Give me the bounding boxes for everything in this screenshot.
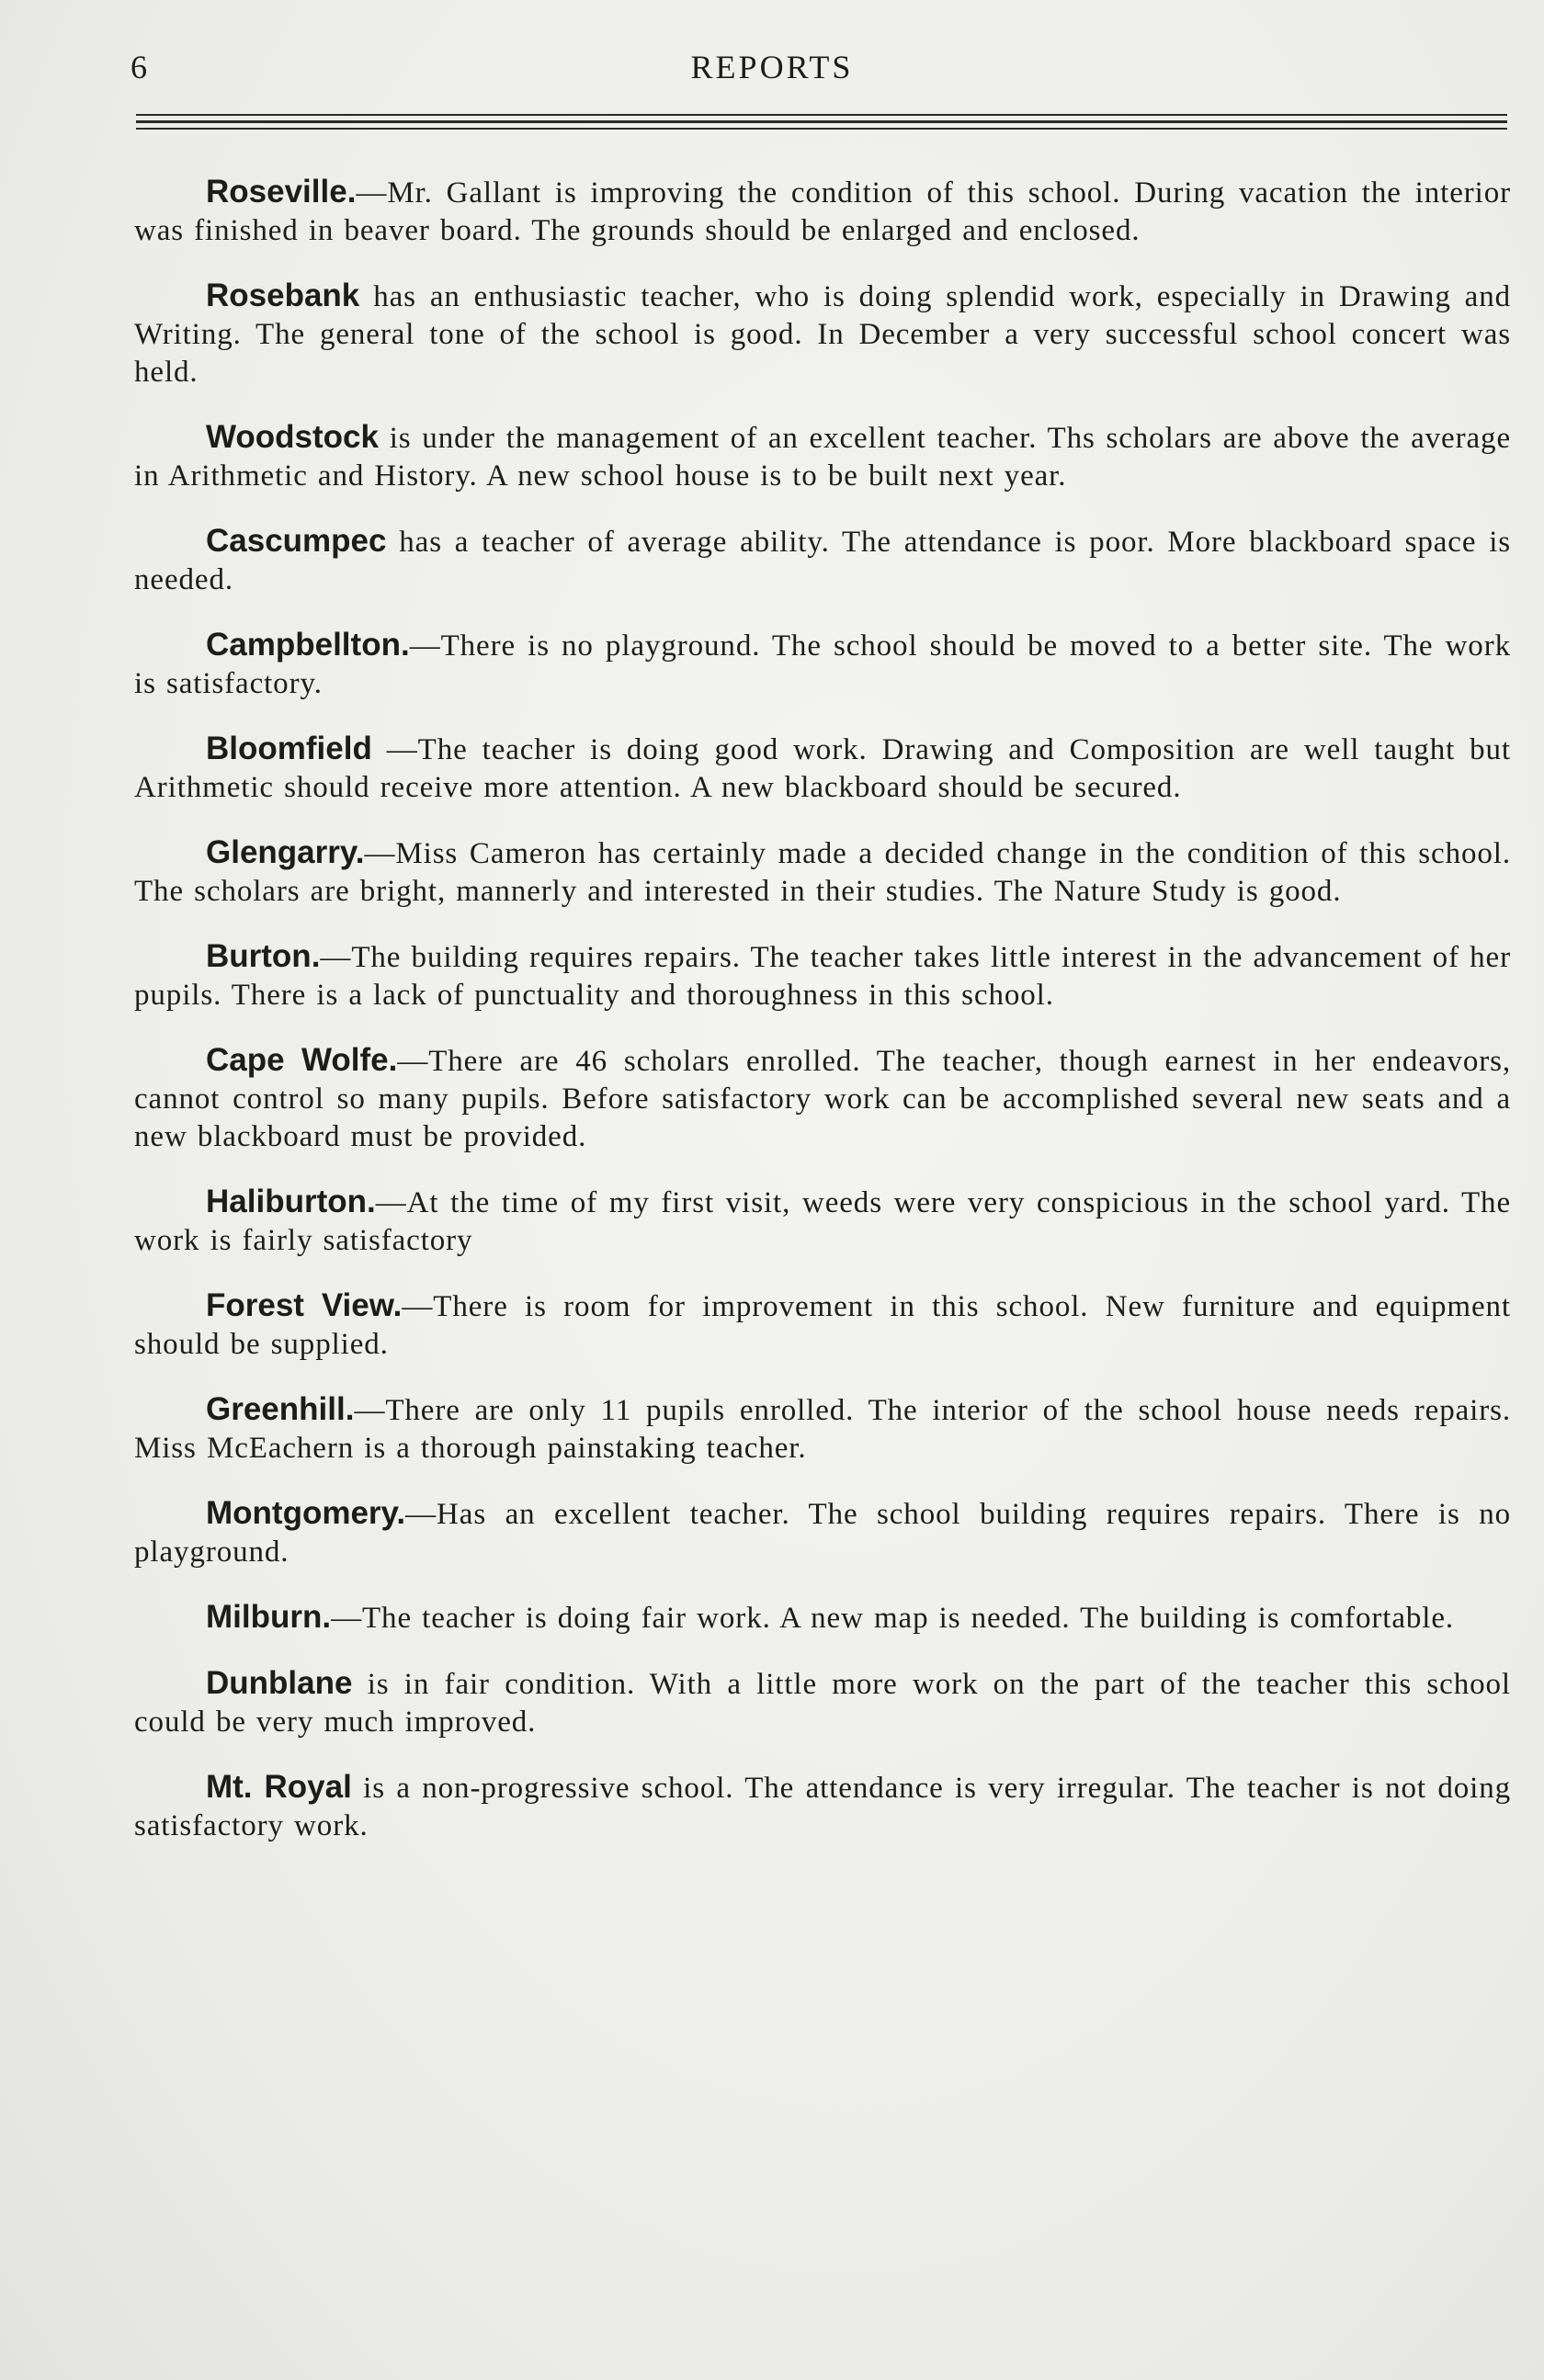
report-text: is a non-progressive school. The attendance is very irregular. The teacher is not doing satisfactory work. [134,1772,1511,1842]
report-rosebank [134,277,1511,391]
school-name: Forest View. [206,1287,403,1323]
report-glengarry [134,833,1511,911]
school-name: Rosebank [206,278,360,313]
report-cascumpec [134,522,1511,599]
report-roseville [134,173,1511,250]
school-name: Greenhill. [206,1391,355,1427]
running-head: REPORTS [690,49,854,85]
school-name: Campbellton. [206,627,410,663]
report-dunblane [134,1664,1511,1741]
school-name: Burton. [206,938,321,974]
school-name: Haliburton. [206,1184,376,1219]
report-text: —Mr. Gallant is improving the condition of this school. During vacation the interior was finished in beaver board. The grounds should be enlarged and enclosed. [134,176,1511,247]
page-header [0,48,1544,94]
school-name: Montgomery. [206,1495,406,1531]
report-burton [134,937,1511,1014]
report-campbellton [134,626,1511,703]
report-mt-royal [134,1768,1511,1845]
school-name: Milburn. [206,1599,332,1635]
school-name: Roseville. [206,174,357,210]
report-text: —There is no playground. The school should be moved to a better site. The work is satisfactory. [134,629,1511,700]
school-name: Dunblane [206,1665,353,1701]
header-rule [136,128,1507,130]
report-text: —Has an excellent teacher. The school building requires repairs. There is no playground. [134,1498,1511,1569]
school-name: Bloomfield [206,731,372,766]
report-woodstock [134,418,1511,495]
report-text: —The building requires repairs. The teacher takes little interest in the advancement of her pupils. There is a lack of punctuality and thoroughness in this school. [134,941,1511,1012]
report-montgomery [134,1494,1511,1571]
page-number: 6 [131,49,148,85]
school-name: Cape Wolfe. [206,1042,398,1078]
school-reports [134,173,1511,1872]
report-greenhill [134,1390,1511,1468]
report-bloomfield [134,730,1511,807]
report-text: —There are 46 scholars enrolled. The teacher, though earnest in her endeavors, cannot control so many pupils. Before satisfactory work can be accomplished several new seats and a new blackboard must be provided. [134,1045,1512,1153]
school-name: Glengarry. [206,834,365,870]
school-name: Woodstock [206,419,379,455]
report-text: —At the time of my first visit, weeds were very conspicious in the school yard. The work is fairly satisfactory [134,1186,1511,1257]
report-text: —Miss Cameron has certainly made a decided change in the condition of this school. The scholars are bright, mannerly and interested in their studies. The Nature Study is good. [134,837,1511,908]
report-haliburton [134,1183,1511,1260]
header-rule [136,114,1507,116]
report-text: —There is room for improvement in this school. New furniture and equipment should be supplied. [134,1290,1511,1361]
report-text: —There are only 11 pupils enrolled. The interior of the school house needs repairs. Miss McEachern is a thorough painstaking teacher. [134,1394,1511,1465]
report-forest-view [134,1286,1511,1364]
report-text: has an enthusiastic teacher, who is doing splendid work, especially in Drawing and Writing. The general tone of the school is good. In December a very successful school concert was held. [134,280,1511,389]
report-text: has a teacher of average ability. The attendance is poor. More blackboard space is needed. [134,526,1511,596]
report-text: —The teacher is doing fair work. A new map is needed. The building is comfortable. [331,1602,1455,1635]
report-cape-wolfe [134,1041,1511,1156]
school-name: Cascumpec [206,523,387,559]
report-text: —The teacher is doing good work. Drawing and Composition are well taught but Arithmetic should receive more attention. A new blackboard should be secured. [134,733,1511,804]
report-milburn [134,1598,1511,1638]
school-name: Mt. Royal [206,1769,352,1805]
report-text: is in fair condition. With a little more work on the part of the teacher this school could be very much improved. [134,1668,1511,1739]
header-rule [136,120,1507,123]
report-text: is under the management of an excellent teacher. Ths scholars are above the average in Arithmetic and History. A new school house is to be built next year. [134,422,1511,493]
